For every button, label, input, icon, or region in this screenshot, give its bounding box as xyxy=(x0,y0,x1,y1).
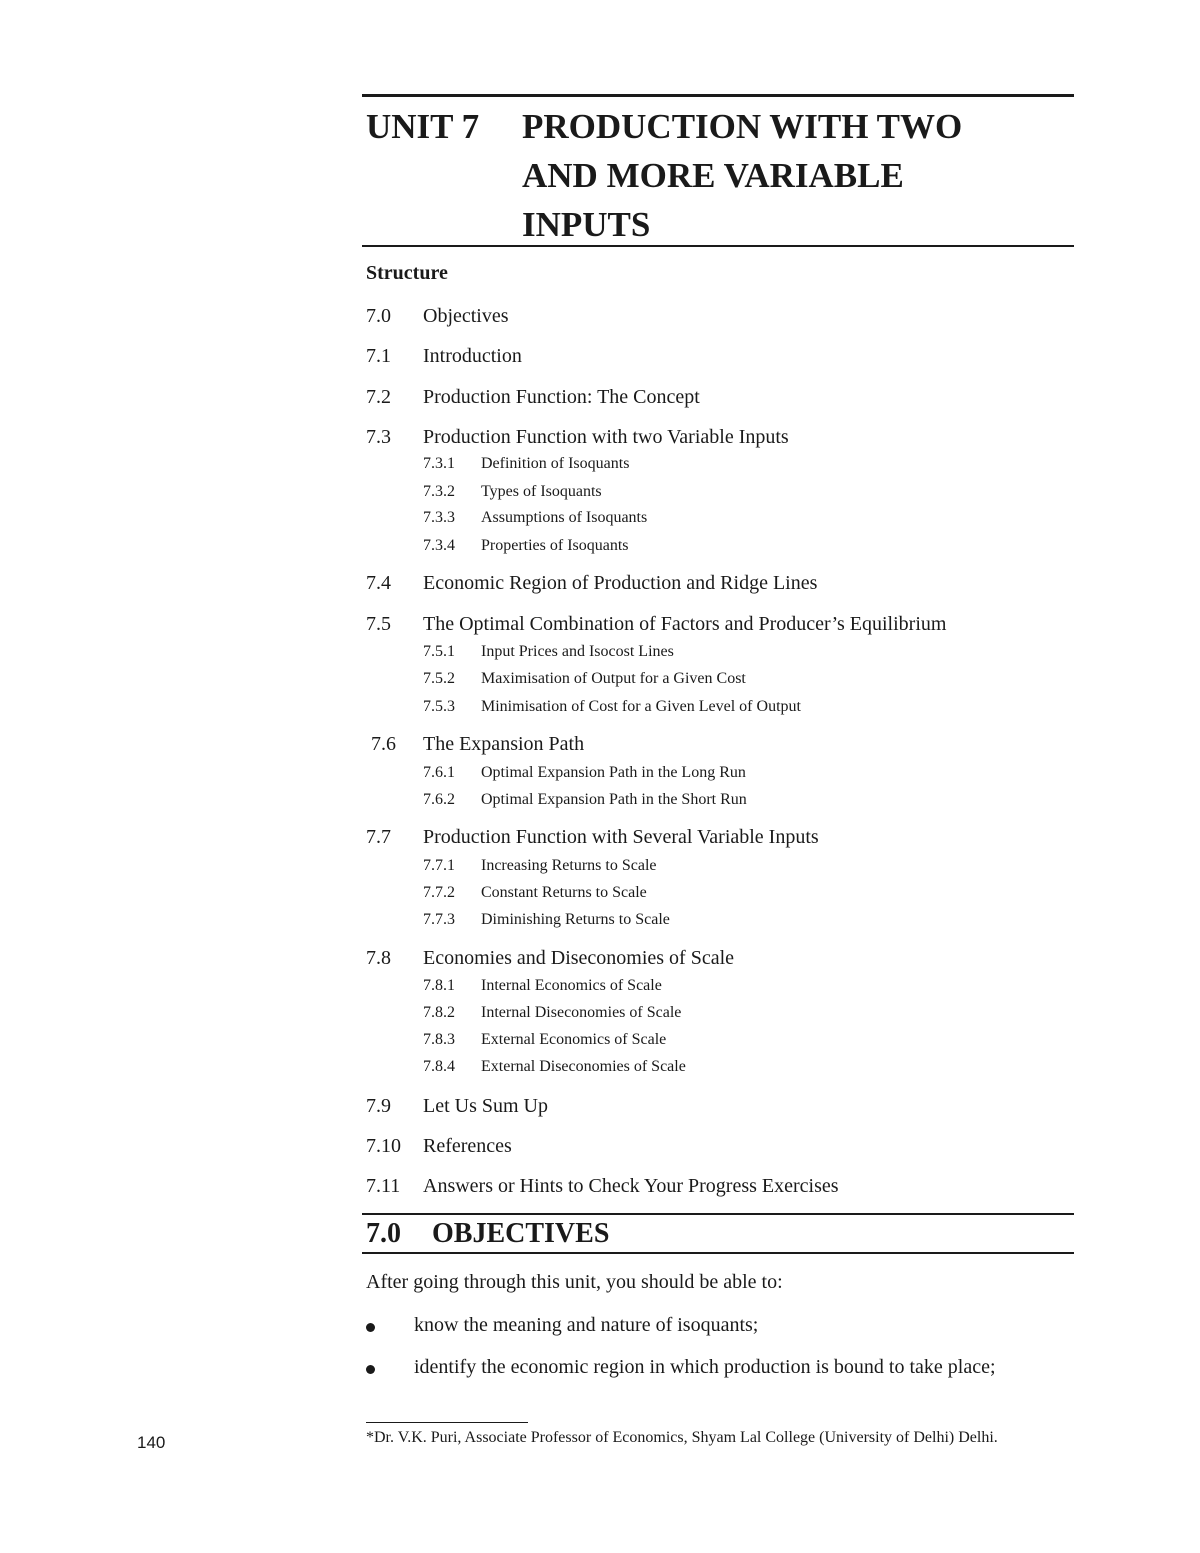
objectives-bottom-rule xyxy=(362,1252,1074,1254)
toc-subitem-text: Definition of Isoquants xyxy=(481,455,630,472)
toc-subitem-number: 7.6.1 xyxy=(423,764,455,781)
toc-item-number: 7.2 xyxy=(366,386,391,408)
toc-subitem-number: 7.6.2 xyxy=(423,791,455,808)
toc-subitem-text: Diminishing Returns to Scale xyxy=(481,911,670,928)
toc-subitem-number: 7.8.3 xyxy=(423,1031,455,1048)
toc-subitem-text: Maximisation of Output for a Given Cost xyxy=(481,670,746,687)
top-rule xyxy=(362,94,1074,97)
toc-item-number: 7.5 xyxy=(366,613,391,635)
toc-subitem-text: Input Prices and Isocost Lines xyxy=(481,643,674,660)
bullet-dot-icon xyxy=(366,1365,375,1374)
bullet-dot-icon xyxy=(366,1323,375,1332)
toc-subitem-text: Internal Economics of Scale xyxy=(481,977,662,994)
objectives-heading-text: OBJECTIVES xyxy=(432,1218,610,1249)
toc-subitem-number: 7.8.2 xyxy=(423,1004,455,1021)
footnote: *Dr. V.K. Puri, Associate Professor of Economics, Shyam Lal College (University of Delhi) Delhi. xyxy=(366,1429,998,1446)
toc-subitem-number: 7.3.3 xyxy=(423,509,455,526)
toc-subitem-text: Optimal Expansion Path in the Short Run xyxy=(481,791,747,808)
toc-subitem-number: 7.7.3 xyxy=(423,911,455,928)
toc-subitem-number: 7.7.1 xyxy=(423,857,455,874)
toc-item-number: 7.11 xyxy=(366,1175,401,1197)
toc-subitem-number: 7.3.1 xyxy=(423,455,455,472)
toc-item-number: 7.7 xyxy=(366,826,391,848)
toc-subitem-number: 7.5.1 xyxy=(423,643,455,660)
toc-item-number: 7.6 xyxy=(371,733,396,755)
toc-item-text: The Optimal Combination of Factors and Producer’s Equilibrium xyxy=(423,613,947,635)
toc-subitem-text: Minimisation of Cost for a Given Level of Output xyxy=(481,698,801,715)
toc-item-text: References xyxy=(423,1135,512,1157)
unit-title xyxy=(522,102,1082,249)
toc-item-text: Production Function with two Variable Inputs xyxy=(423,426,789,448)
toc-subitem-number: 7.5.2 xyxy=(423,670,455,687)
toc-subitem-text: External Economics of Scale xyxy=(481,1031,667,1048)
toc-item-number: 7.4 xyxy=(366,572,391,594)
objective-bullet-text: identify the economic region in which production is bound to take place; xyxy=(414,1356,996,1378)
title-bottom-rule xyxy=(362,245,1074,247)
toc-item-text: Let Us Sum Up xyxy=(423,1095,548,1117)
toc-subitem-number: 7.8.4 xyxy=(423,1058,455,1075)
unit-title-line: AND MORE VARIABLE xyxy=(522,156,904,195)
unit-label: UNIT 7 xyxy=(366,107,480,146)
objective-bullet-text: know the meaning and nature of isoquants; xyxy=(414,1314,759,1336)
toc-subitem-number: 7.5.3 xyxy=(423,698,455,715)
toc-item-text: The Expansion Path xyxy=(423,733,585,755)
toc-item-number: 7.0 xyxy=(366,305,391,327)
toc-subitem-text: Assumptions of Isoquants xyxy=(481,509,648,526)
toc-subitem-text: Properties of Isoquants xyxy=(481,537,629,554)
toc-item-number: 7.8 xyxy=(366,947,391,969)
toc-item-number: 7.1 xyxy=(366,345,391,367)
toc-item-text: Production Function: The Concept xyxy=(423,386,700,408)
toc-item-text: Economic Region of Production and Ridge Lines xyxy=(423,572,818,594)
toc-subitem-text: Types of Isoquants xyxy=(481,483,602,500)
structure-label: Structure xyxy=(366,262,448,284)
toc-item-text: Production Function with Several Variable Inputs xyxy=(423,826,819,848)
toc-item-number: 7.3 xyxy=(366,426,391,448)
unit-title-line: PRODUCTION WITH TWO xyxy=(522,107,963,146)
toc-item-text: Objectives xyxy=(423,305,509,327)
toc-item-text: Introduction xyxy=(423,345,522,367)
footnote-rule xyxy=(366,1422,528,1423)
toc-subitem-number: 7.8.1 xyxy=(423,977,455,994)
toc-item-text: Answers or Hints to Check Your Progress Exercises xyxy=(423,1175,839,1197)
toc-subitem-text: External Diseconomies of Scale xyxy=(481,1058,686,1075)
toc-subitem-number: 7.3.4 xyxy=(423,537,455,554)
unit-title-line: INPUTS xyxy=(522,205,651,244)
objectives-top-rule xyxy=(362,1213,1074,1215)
objectives-heading-number: 7.0 xyxy=(366,1218,401,1249)
toc-subitem-text: Increasing Returns to Scale xyxy=(481,857,657,874)
toc-subitem-text: Internal Diseconomies of Scale xyxy=(481,1004,682,1021)
toc-item-text: Economies and Diseconomies of Scale xyxy=(423,947,735,969)
page-number: 140 xyxy=(137,1433,166,1452)
toc-subitem-number: 7.7.2 xyxy=(423,884,455,901)
toc-subitem-text: Optimal Expansion Path in the Long Run xyxy=(481,764,746,781)
toc-item-number: 7.9 xyxy=(366,1095,391,1117)
toc-item-number: 7.10 xyxy=(366,1135,401,1157)
toc-subitem-text: Constant Returns to Scale xyxy=(481,884,647,901)
toc-subitem-number: 7.3.2 xyxy=(423,483,455,500)
objectives-intro: After going through this unit, you should be able to: xyxy=(366,1271,783,1293)
